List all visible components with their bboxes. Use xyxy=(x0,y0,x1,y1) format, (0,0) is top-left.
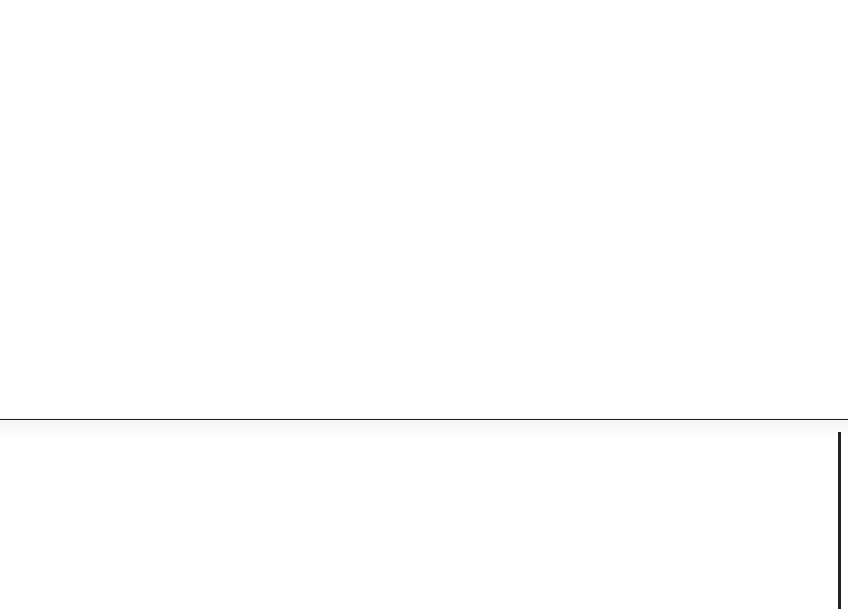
page-spine-shadow xyxy=(0,418,848,440)
page-spine-divider xyxy=(0,419,848,420)
page-edge-bar xyxy=(838,432,841,609)
